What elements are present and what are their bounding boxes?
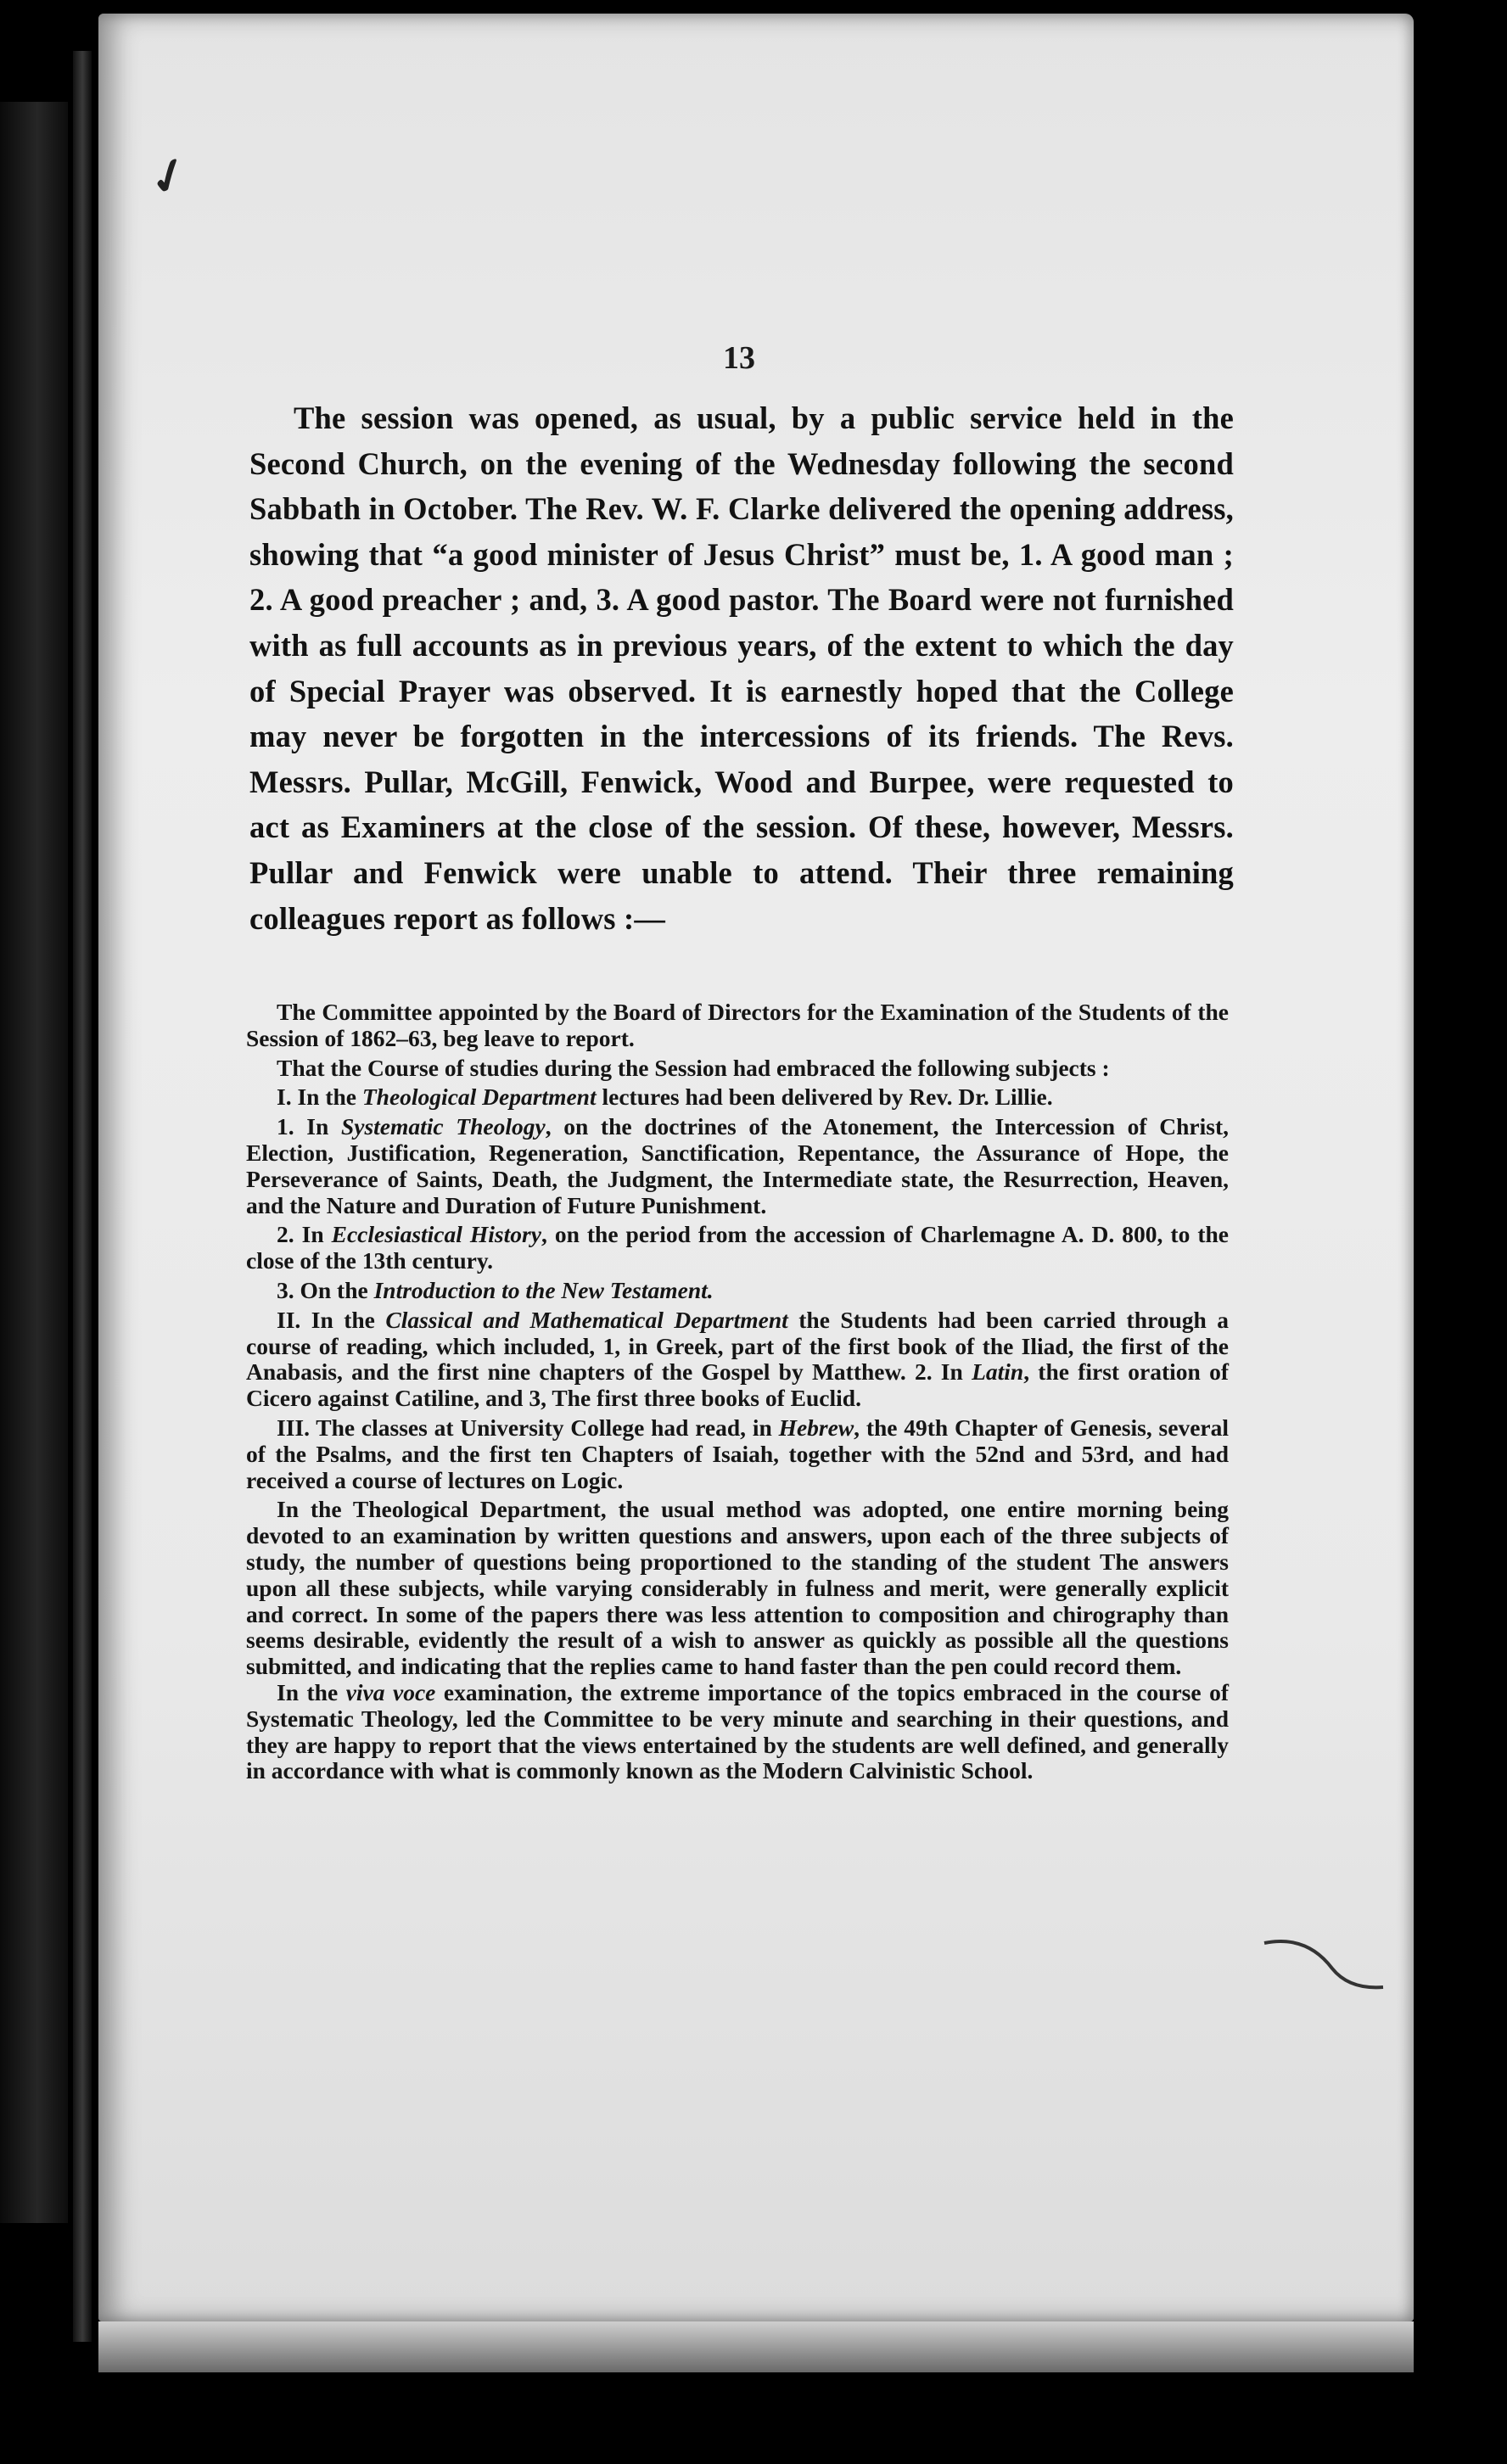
scan-background-right xyxy=(1414,0,1507,2464)
examination-method-paragraph: In the Theological Department, the usual method was adopted, one entire morning being devoted to an examination by written questions and answers, upon each of the three subjects of study, the number of questions being proportioned to the standing of the student The answers upon all these subjects, while varying considerably in fulness and merit, were generally explicit and correct. In some of the papers there was less attention to composition and chirography than seems desirable, evidently the result of a wish to answer as quickly as possible all the questions submitted, and indicating that the replies came to hand faster than the pen could record them. xyxy=(246,1496,1229,1680)
report-intro: The Committee appointed by the Board of Directors for the Examination of the Students of the Session of 1862–63, beg leave to report. xyxy=(246,999,1229,1051)
systematic-theology-item: 1. In Systematic Theology, on the doctrines of the Atonement, the Intercession of Christ, Election, Justification, Regeneration, Sanctification, Repentance, the Assurance of Hope, the Perseverance of Saints, Death, the Judgment, the Intermediate state, the Resurrection, Heaven, and the Nature and Duration of Future Punishment. xyxy=(246,1113,1229,1218)
theological-department-paragraph: I. In the Theological Department lectures had been delivered by Rev. Dr. Lillie. xyxy=(277,1084,1053,1111)
latin-term: viva voce xyxy=(345,1678,436,1705)
page-number: 13 xyxy=(723,340,755,376)
subject-name: Latin xyxy=(972,1358,1024,1386)
adjacent-page-edge xyxy=(0,102,68,2223)
ecclesiastical-history-item: 2. In Ecclesiastical History, on the period from the accession of Charlemagne A. D. 800, to the close of the 13th century. xyxy=(246,1221,1229,1274)
department-name: Theological Department xyxy=(361,1084,597,1111)
page-bottom-edge xyxy=(98,2321,1414,2372)
subject-name: Introduction to the New Testament. xyxy=(373,1276,714,1303)
opening-paragraph: The session was opened, as usual, by a public service held in the Second Church, on the evening of the Wednesday following the second Sabbath in October. The Rev. W. F. Clarke delivered the opening address, showing that “a good minister of Jesus Christ” must be, 1. A good man ; 2. A good preacher ; and, 3. A good pastor. The Board were not furnished with as full accounts as in previous years, of the extent to which the day of Special Prayer was observed. It is earnestly hoped that the College may never be forgotten in the intercessions of its friends. The Revs. Messrs. Pullar, McGill, Fenwick, Wood and Burpee, were requested to act as Examiners at the close of the session. Of these, however, Messrs. Pullar and Fenwick were unable to attend. Their three remaining colleagues report as follows :— xyxy=(249,400,1234,936)
department-name: Classical and Mathematical Department xyxy=(385,1306,788,1333)
subject-name: Systematic Theology xyxy=(340,1113,546,1140)
university-college-paragraph: III. The classes at University College had read, in Hebrew, the 49th Chapter of Genesis, several of the Psalms, and the first ten Chapters of Isaiah, together with the 52nd and 53rd, and had received a course of lectures on Logic. xyxy=(246,1414,1230,1493)
ink-tick-mark: ✓ xyxy=(141,145,198,210)
new-testament-item: 3. On the Introduction to the New Testament. xyxy=(277,1276,714,1303)
book-gutter xyxy=(73,51,92,2342)
classical-department-paragraph: II. In the Classical and Mathematical Department the Students had been carried through a course of reading, which included, 1, in Greek, part of the first book of the Iliad, the first of the Anabasis, and the first nine chapters of the Gospel by Matthew. 2. In Latin, the first oration of Cicero against Catiline, and 3, The first three books of Euclid. xyxy=(246,1306,1230,1412)
examination-report xyxy=(246,1000,1229,1784)
subject-name: Ecclesiastical History xyxy=(331,1221,541,1248)
course-intro: That the Course of studies during the Session had embraced the following subjects : xyxy=(277,1054,1110,1081)
viva-voce-paragraph: In the viva voce examination, the extreme importance of the topics embraced in the course of Systematic Theology, led the Committee to be very minute and searching in their questions, and they are happy to report that the views entertained by the students are well defined, and generally in accordance with what is commonly known as the Modern Calvinistic School. xyxy=(246,1678,1229,1784)
ink-bracket-mark xyxy=(1256,1909,1392,2002)
subject-name: Hebrew xyxy=(778,1414,854,1441)
